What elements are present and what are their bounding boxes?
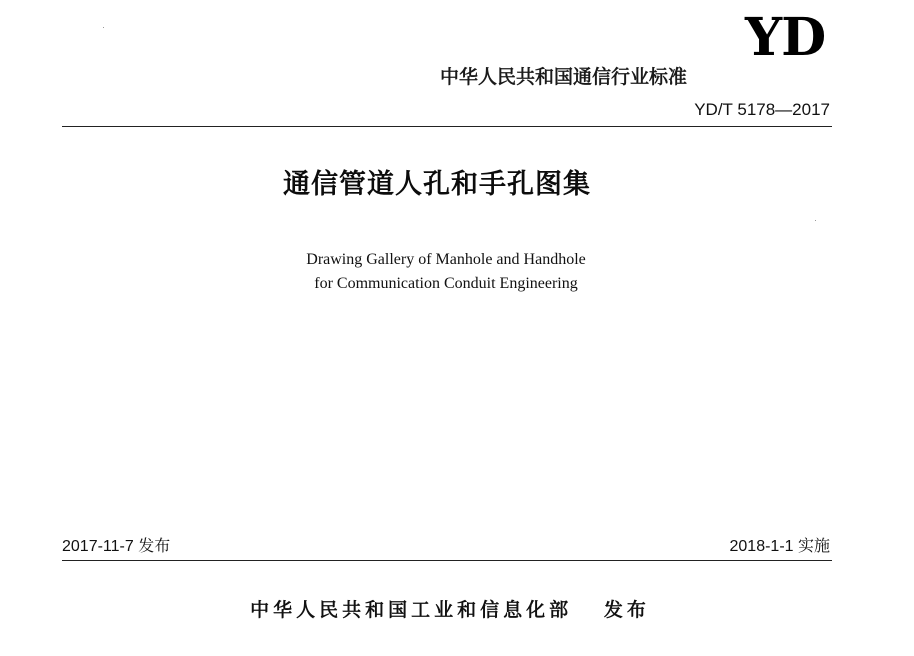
english-title-line-1: Drawing Gallery of Manhole and Handhole <box>306 251 586 268</box>
scan-speck <box>103 27 104 28</box>
yd-logo: YD <box>745 7 826 68</box>
scan-speck <box>815 220 816 221</box>
implementation-date: 2018-1-1 实施 <box>729 538 830 555</box>
document-title-english <box>0 248 914 296</box>
issuing-authority: 中华人民共和国工业和信息化部 发布 <box>250 599 650 621</box>
standard-classification: 中华人民共和国通信行业标准 <box>440 66 688 88</box>
bottom-divider <box>62 560 832 561</box>
top-divider <box>62 126 832 127</box>
document-title-chinese: 通信管道人孔和手孔图集 <box>283 169 591 200</box>
issue-date: 2017-11-7 发布 <box>62 538 171 555</box>
english-title-line-2: for Communication Conduit Engineering <box>314 275 578 292</box>
standard-number: YD/T 5178—2017 <box>694 100 830 119</box>
